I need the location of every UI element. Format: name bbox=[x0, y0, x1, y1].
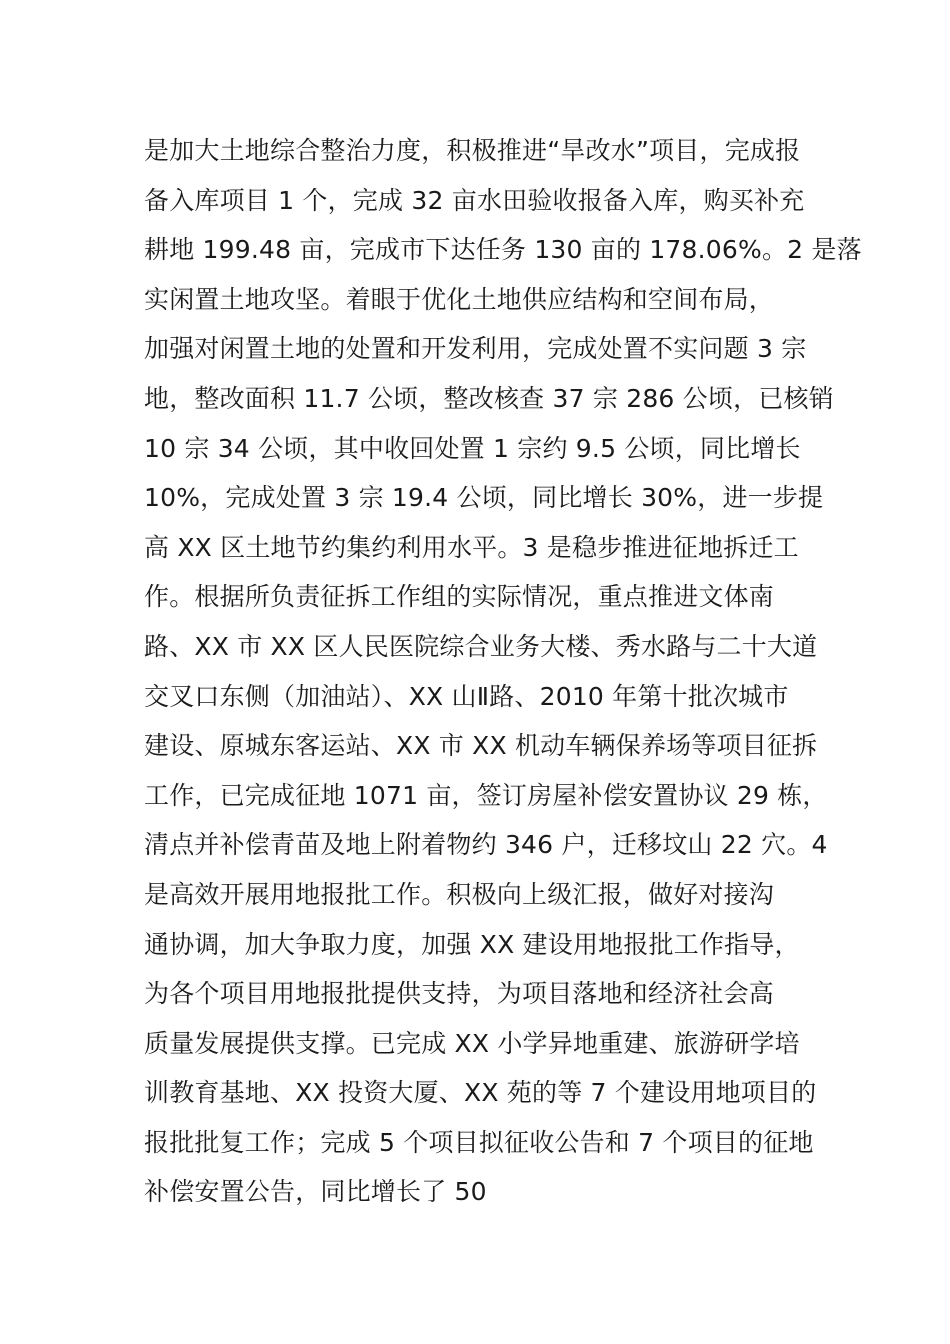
text-line: 通协调，加大争取力度，加强 XX 建设用地报批工作指导， bbox=[144, 929, 800, 959]
text-line: 清点并补偿青苗及地上附着物约 346 户，迁移坟山 22 穴。4 bbox=[144, 830, 828, 860]
text-line: 是加大土地综合整治力度，积极推进“旱改水”项目，完成报 bbox=[144, 136, 801, 165]
text-line: 10%，完成处置 3 宗 19.4 公顷，同比增长 30%，进一步提 bbox=[144, 483, 824, 513]
text-line: 为各个项目用地报批提供支持，为项目落地和经济社会高 bbox=[144, 979, 775, 1009]
text-line: 实闲置土地攻坚。着眼于优化土地供应结构和空间布局， bbox=[144, 284, 775, 314]
text-line: 报批批复工作；完成 5 个项目拟征收公告和 7 个项目的征地 bbox=[144, 1127, 814, 1157]
text-line: 交叉口东侧（加油站）、XX 山Ⅱ路、2010 年第十批次城市 bbox=[144, 681, 789, 711]
text-line: 质量发展提供支撑。已完成 XX 小学异地重建、旅游研学培 bbox=[144, 1028, 800, 1058]
text-line: 工作，已完成征地 1071 亩，签订房屋补偿安置协议 29 栋， bbox=[144, 780, 828, 810]
text-line: 备入库项目 1 个，完成 32 亩水田验收报备入库，购买补充 bbox=[144, 185, 805, 215]
text-line: 高 XX 区土地节约集约利用水平。3 是稳步推进征地拆迁工 bbox=[144, 532, 799, 562]
text-line: 建设、原城东客运站、XX 市 XX 机动车辆保养场等项目征拆 bbox=[144, 731, 818, 761]
text-line: 加强对闲置土地的处置和开发利用，完成处置不实问题 3 宗 bbox=[144, 334, 807, 364]
text-line: 是高效开展用地报批工作。积极向上级汇报，做好对接沟 bbox=[144, 879, 775, 909]
text-line: 10 宗 34 公顷，其中收回处置 1 宗约 9.5 公顷，同比增长 bbox=[144, 433, 801, 463]
text-line: 补偿安置公告，同比增长了 50 bbox=[144, 1177, 487, 1207]
text-line: 地，整改面积 11.7 公顷，整改核查 37 宗 286 公顷，已核销 bbox=[144, 383, 834, 413]
text-line: 训教育基地、XX 投资大厦、XX 苑的等 7 个建设用地项目的 bbox=[144, 1078, 817, 1108]
body-paragraph bbox=[144, 126, 862, 1217]
text-line: 路、XX 市 XX 区人民医院综合业务大楼、秀水路与二十大道 bbox=[144, 631, 818, 661]
text-line: 耕地 199.48 亩，完成市下达任务 130 亩的 178.06%。2 是落 bbox=[144, 235, 862, 265]
text-line: 作。根据所负责征拆工作组的实际情况，重点推进文体南 bbox=[144, 582, 775, 612]
